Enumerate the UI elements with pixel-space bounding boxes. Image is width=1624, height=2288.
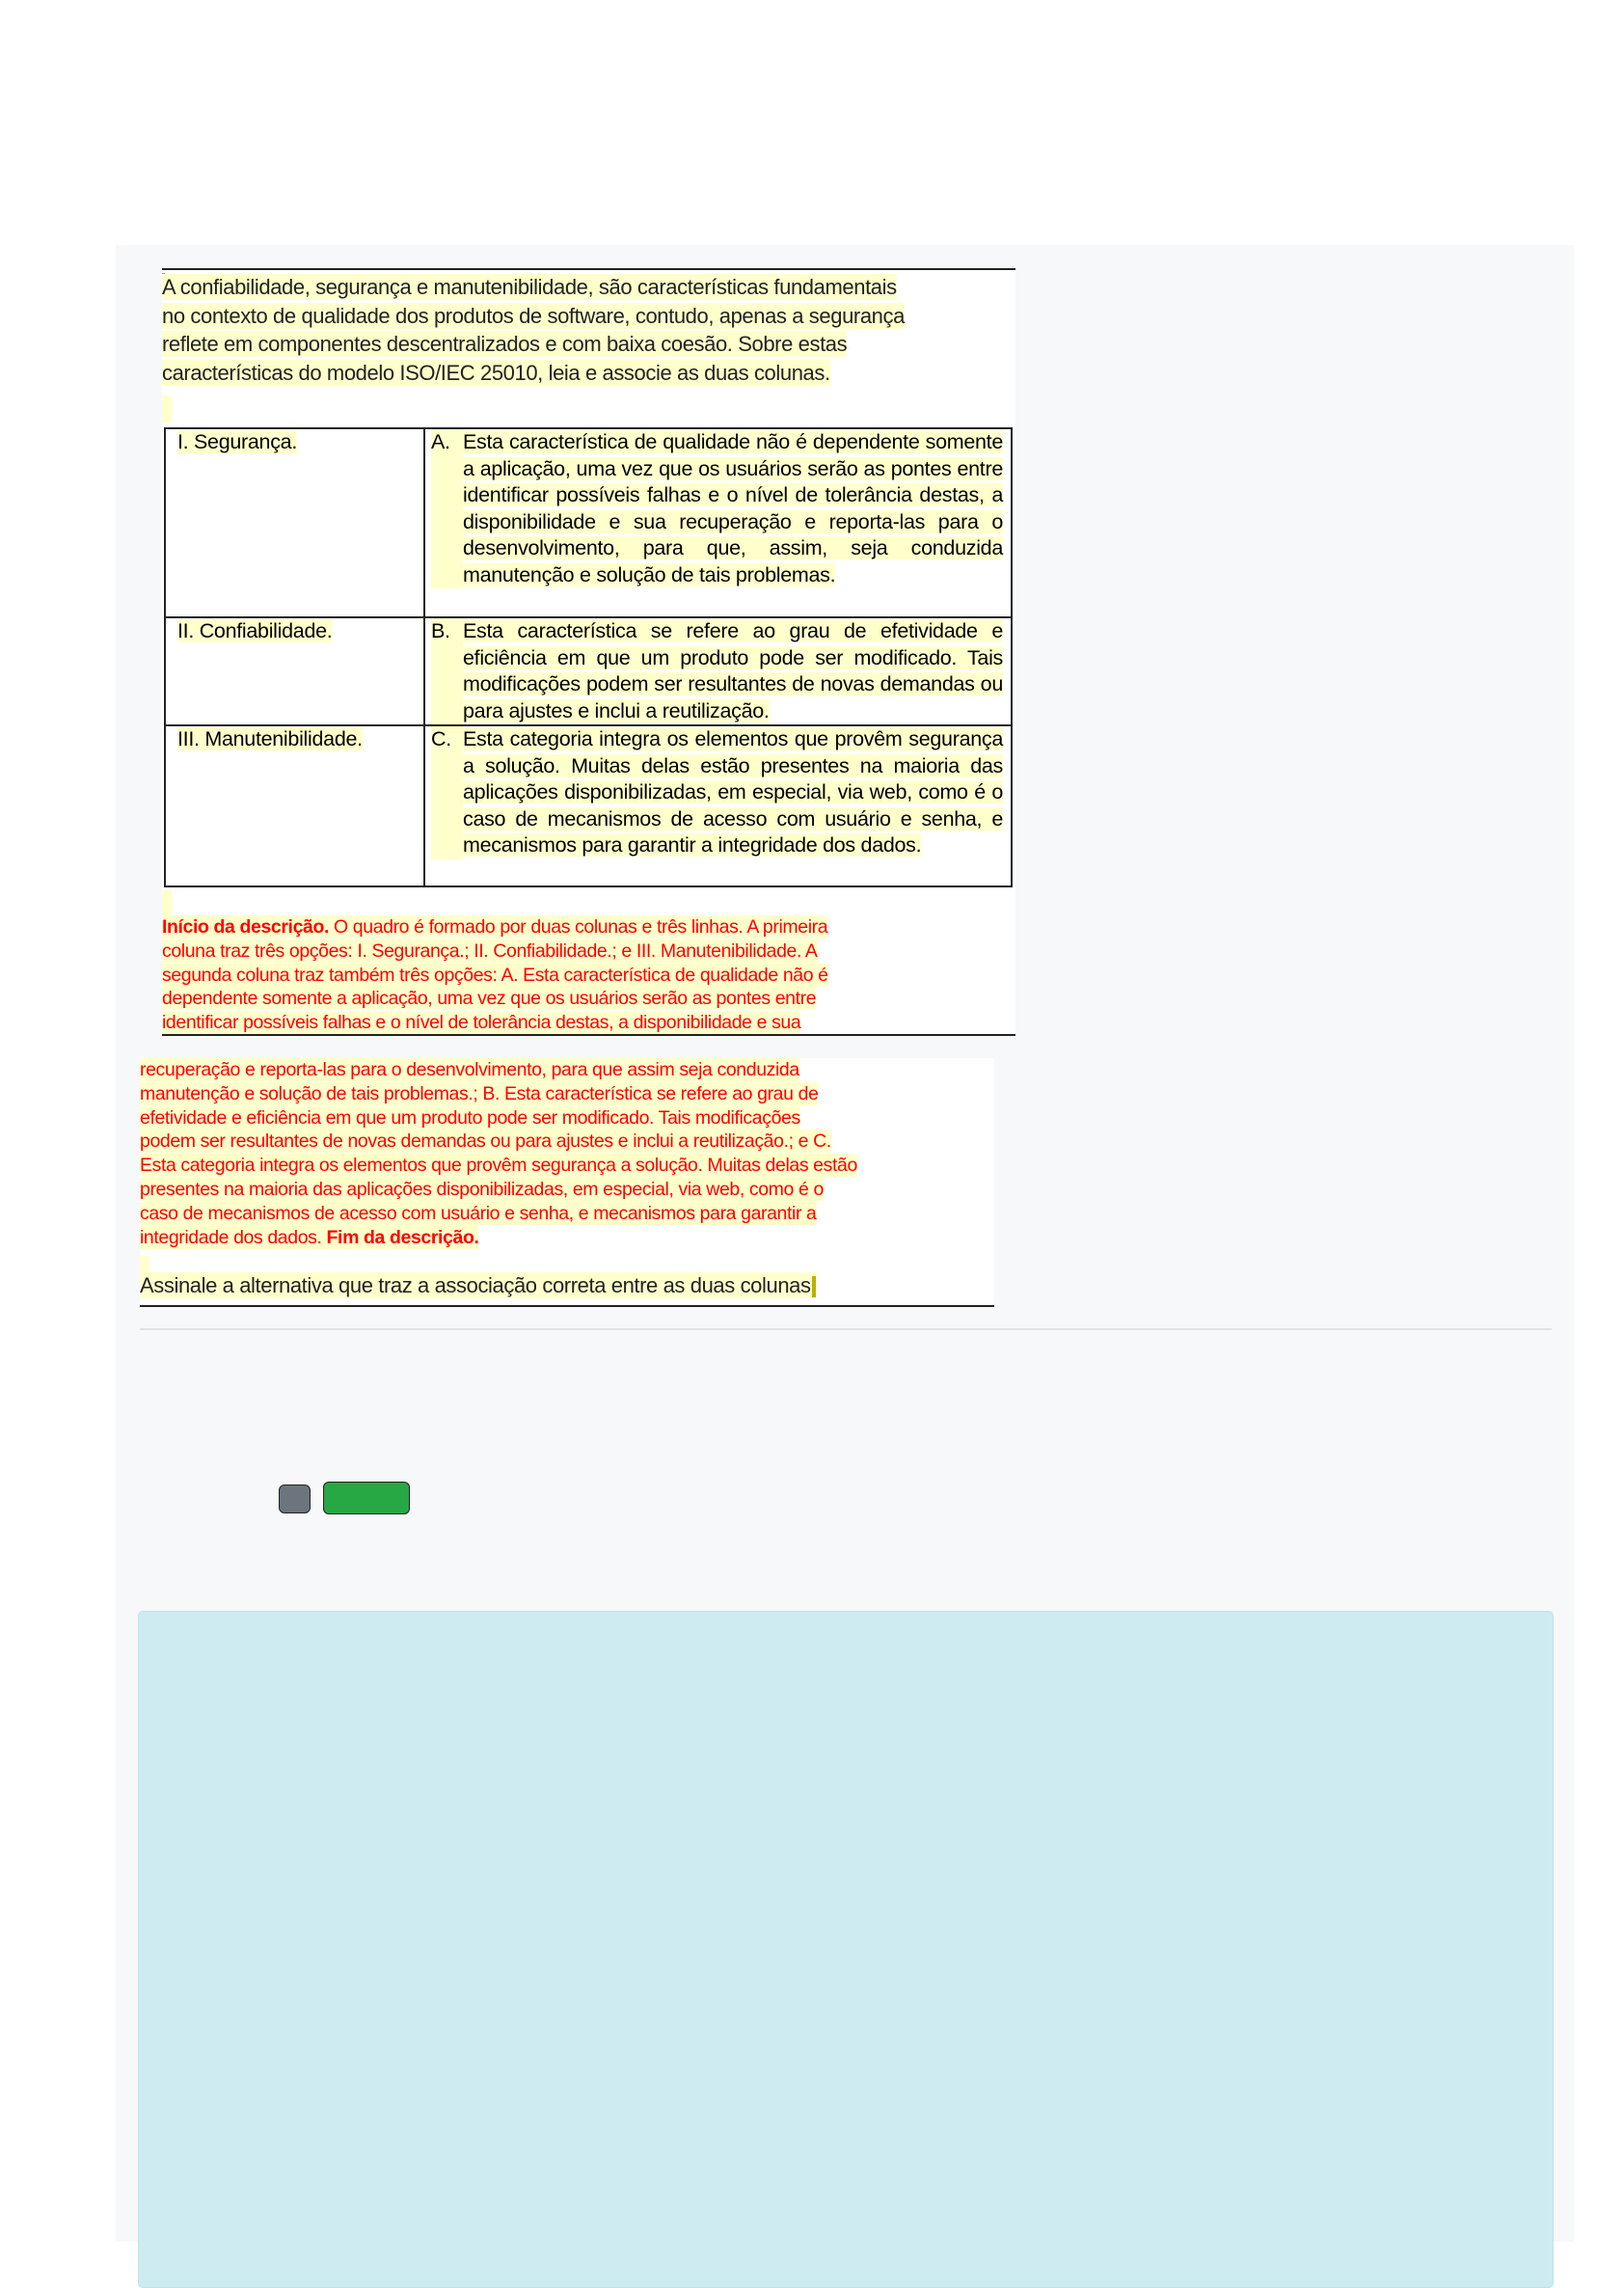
intro-line: características do modelo ISO/IEC 25010, leia e associe as duas colunas. [162, 360, 830, 385]
option-text [463, 726, 1003, 859]
option-description [431, 618, 1003, 724]
table-cell-description [424, 428, 1012, 617]
description-end-label: Fim da descrição. [326, 1226, 479, 1248]
characteristic-label: III. Manutenibilidade. [177, 727, 363, 750]
option-text-content: Esta categoria integra os elementos que provêm segurança a solução. Muitas delas estão presentes na maioria das aplicações disponibilizadas, em especial, via web, como é o caso de mecanismos de acesso com usuário e senha, e mecanismos para garantir a integridade dos dados. [463, 727, 1003, 857]
description-line [162, 915, 827, 939]
description-text: O quadro é formado por duas colunas e três linhas. A primeira [329, 916, 828, 938]
blank-highlight [162, 890, 172, 917]
characteristic-label: I. Segurança. [177, 430, 297, 453]
option-text-content: Esta característica de qualidade não é dependente somente a aplicação, uma vez que os usuários serão as pontes entre identificar possíveis falhas e o nível de tolerância destas, a disponibilidade e sua recuperação e reporta-las para o desenvolvimento, para que, assim, seja conduzida manutenção e solução de tais problemas. [463, 430, 1003, 586]
text-cursor [812, 1276, 816, 1297]
table-cell-description [424, 725, 1012, 886]
description-start-label: Início da descrição. [162, 916, 329, 938]
description-text: segunda coluna traz também três opções: A. Esta característica de qualidade não é [162, 964, 828, 986]
description-text: efetividade e eficiência em que um produto pode ser modificado. Tais modificações [140, 1106, 800, 1129]
description-text: integridade dos dados. [140, 1226, 327, 1248]
description-line [162, 964, 828, 987]
description-line [140, 1106, 800, 1130]
table-row [165, 428, 1012, 617]
description-text: presentes na maioria das aplicações disponibilizadas, em especial, via web, como é o [140, 1179, 824, 1200]
description-line [162, 1011, 800, 1034]
description-line [140, 1082, 818, 1105]
association-table [164, 427, 1013, 887]
info-panel [138, 1611, 1554, 2288]
option-text [463, 429, 1003, 588]
option-text [463, 618, 1003, 724]
description-line [162, 940, 818, 963]
description-line [162, 987, 816, 1010]
description-text: manutenção e solução de tais problemas.; B. Esta característica se refere ao grau de [140, 1082, 819, 1104]
intro-line: A confiabilidade, segurança e manutenibilidade, são características fundamentais [162, 275, 897, 299]
description-line [140, 1130, 831, 1153]
table-row [165, 617, 1012, 725]
description-line [140, 1058, 799, 1081]
option-letter: A. [431, 429, 463, 588]
table-cell-characteristic [165, 428, 424, 617]
option-description [431, 726, 1003, 859]
question-image-part-2 [140, 1058, 994, 1307]
option-text-content: Esta característica se refere ao grau de efetividade e eficiência em que um produto pode ser modificado. Tais modificações podem ser resultantes de novas demandas ou para ajustes e inclui a reutilização. [463, 619, 1003, 722]
description-text: coluna traz três opções: I. Segurança.; II. Confiabilidade.; e III. Manutenibilidade. A [162, 940, 818, 962]
description-line [140, 1202, 817, 1225]
characteristic-label: II. Confiabilidade. [177, 619, 333, 642]
intro-line: reflete em componentes descentralizados e com baixa coesão. Sobre estas [162, 332, 848, 356]
question-image-part-1 [162, 268, 1015, 1036]
question-prompt: Assinale a alternativa que traz a associação correta entre as duas colunas [140, 1272, 816, 1298]
option-letter: B. [431, 618, 463, 724]
table-cell-description [424, 617, 1012, 725]
description-line [140, 1154, 857, 1177]
description-text: recuperação e reporta-las para o desenvolvimento, para que assim seja conduzida [140, 1059, 799, 1080]
blank-highlight [162, 395, 172, 422]
divider [140, 1328, 1552, 1330]
table-row [165, 725, 1012, 886]
option-letter: C. [431, 726, 463, 859]
description-text: caso de mecanismos de acesso com usuário e senha, e mecanismos para garantir a [140, 1202, 817, 1224]
description-text: podem ser resultantes de novas demandas ou para ajustes e inclui a reutilização.; e C. [140, 1130, 831, 1153]
description-text: dependente somente a aplicação, uma vez que os usuários serão as pontes entre [162, 988, 817, 1010]
description-text: Esta categoria integra os elementos que provêm segurança a solução. Muitas delas estão [140, 1155, 857, 1177]
description-line [140, 1226, 478, 1249]
description-text: identificar possíveis falhas e o nível de tolerância destas, a disponibilidade e sua [162, 1012, 801, 1034]
primary-button[interactable] [323, 1482, 410, 1514]
option-description [431, 429, 1003, 588]
table-cell-characteristic [165, 617, 424, 725]
table-cell-characteristic [165, 725, 424, 886]
intro-line: no contexto de qualidade dos produtos de software, contudo, apenas a segurança [162, 303, 905, 328]
secondary-button[interactable] [279, 1484, 311, 1513]
description-line [140, 1178, 824, 1201]
